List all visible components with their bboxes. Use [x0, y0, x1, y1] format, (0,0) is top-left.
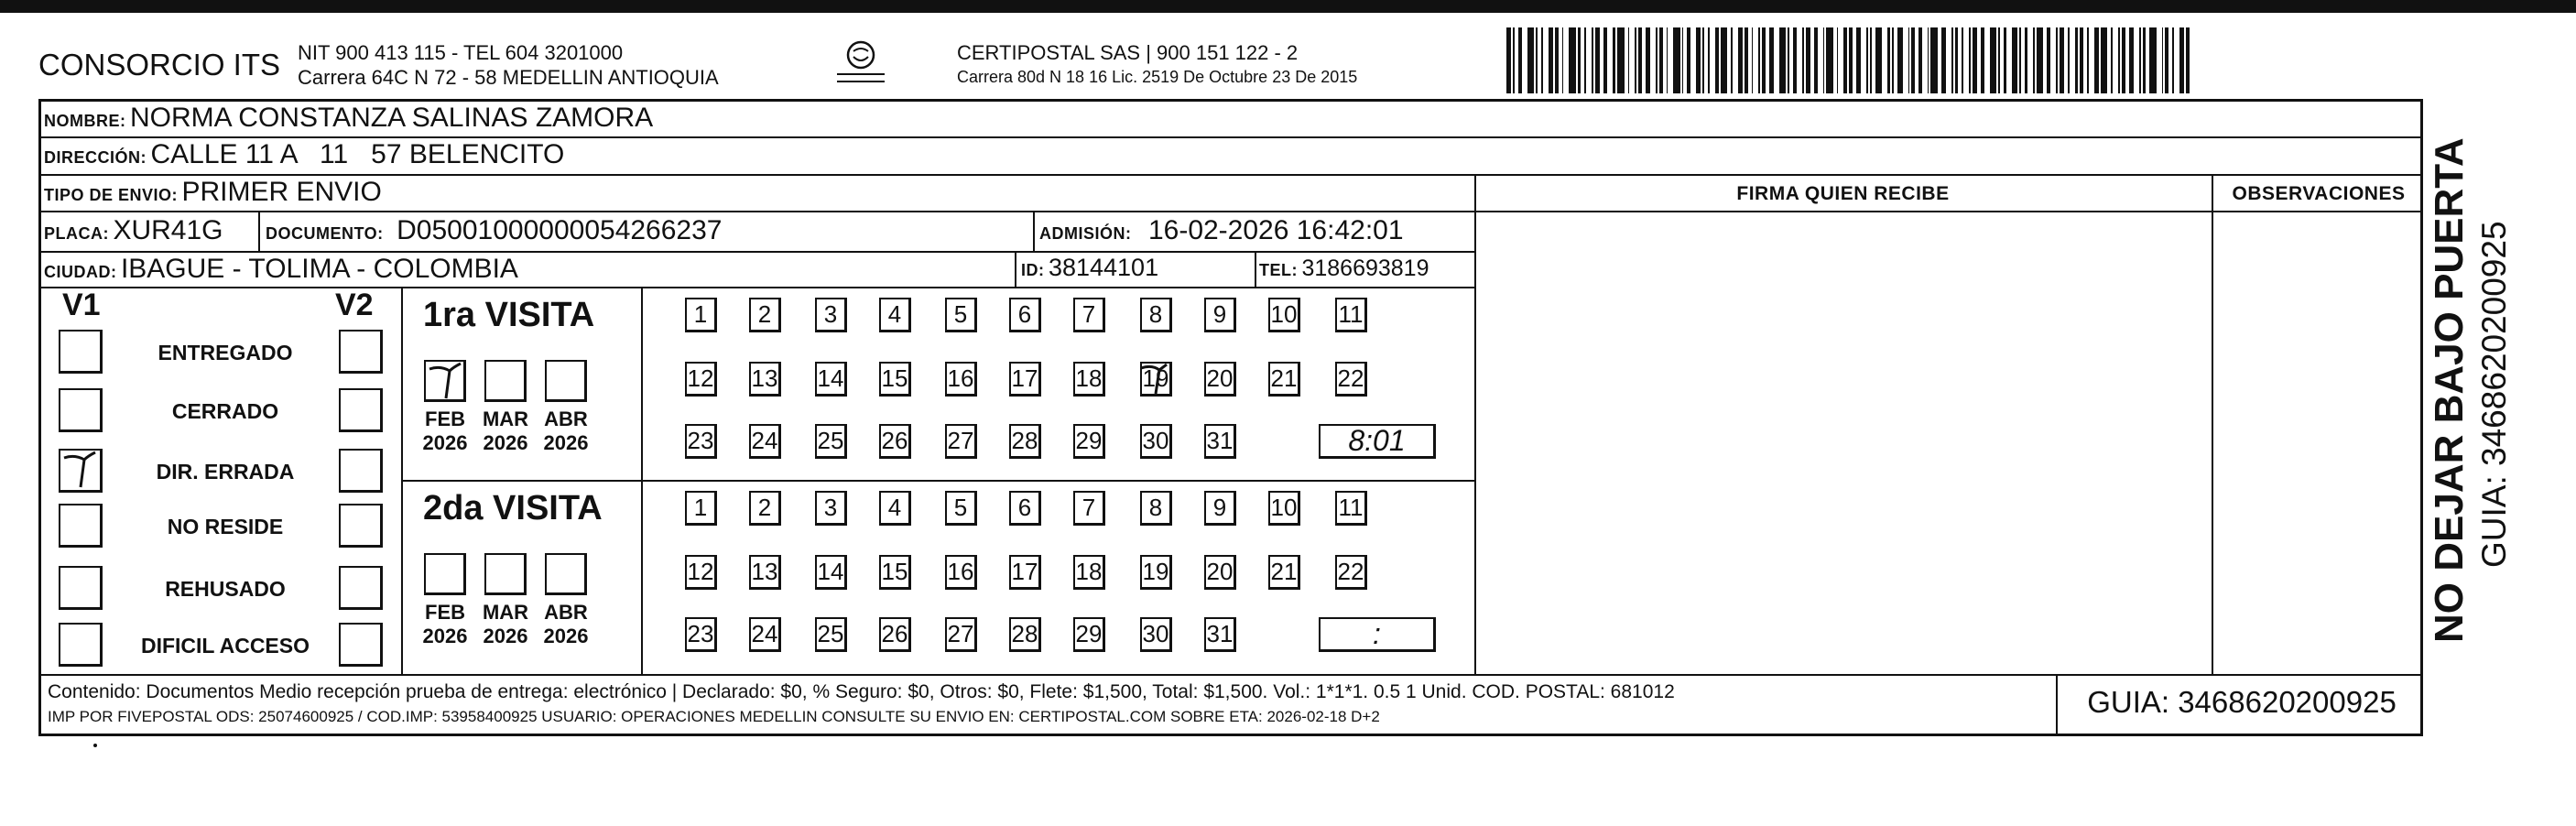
day-box[interactable]: 22: [1335, 362, 1367, 397]
month-name: ABR: [544, 601, 588, 624]
company-name: CONSORCIO ITS: [38, 48, 281, 82]
barcode-bar: [1617, 27, 1624, 93]
city-label: CIUDAD:: [44, 263, 117, 281]
day-box[interactable]: 28: [1009, 617, 1041, 652]
id-field: [1021, 254, 1158, 282]
barcode-bar: [1673, 27, 1679, 93]
city-value: IBAGUE - TOLIMA - COLOMBIA: [120, 254, 518, 284]
barcode-bar: [1981, 27, 1984, 93]
barcode-bar: [1928, 27, 1929, 93]
barcode-bar: [1715, 27, 1719, 93]
time-box[interactable]: :: [1319, 617, 1436, 652]
barcode: [1506, 27, 2193, 93]
barcode-bar: [1849, 27, 1853, 93]
certipostal-logo: [833, 38, 888, 93]
company-address: Carrera 64C N 72 - 58 MEDELLIN ANTIOQUIA: [298, 66, 719, 89]
barcode-bar: [2165, 27, 2168, 93]
barcode-bar: [1682, 27, 1684, 93]
barcode-bar: [2139, 27, 2141, 93]
status-option-label: REHUSADO: [165, 577, 286, 601]
day-box[interactable]: 14: [815, 362, 847, 397]
check-mark-icon: [1139, 361, 1176, 397]
day-box[interactable]: 3: [815, 298, 847, 332]
day-box[interactable]: 14: [815, 555, 847, 590]
barcode-bar: [2004, 27, 2007, 93]
month-label: [421, 408, 469, 455]
barcode-bar: [1875, 27, 1882, 93]
status-option-label: NO RESIDE: [167, 515, 284, 538]
barcode-bar: [1973, 27, 1977, 93]
day-box[interactable]: 25: [815, 617, 847, 652]
top-border: [0, 0, 2576, 13]
day-box[interactable]: 6: [1009, 298, 1041, 332]
admission-value: 16-02-2026 16:42:01: [1147, 215, 1404, 245]
barcode-bar: [1584, 27, 1586, 93]
barcode-bar: [2094, 27, 2099, 93]
barcode-bar: [1762, 27, 1766, 93]
barcode-bar: [2186, 27, 2190, 93]
barcode-bar: [1513, 27, 1515, 93]
day-box[interactable]: 31: [1204, 617, 1236, 652]
barcode-bar: [2172, 27, 2174, 93]
month-label: [421, 601, 469, 648]
plate-field: [44, 215, 223, 246]
day-box[interactable]: 25: [815, 424, 847, 459]
barcode-bar: [2025, 27, 2028, 93]
v2-checkbox[interactable]: [339, 504, 383, 548]
recipient-name: NORMA CONSTANZA SALINAS ZAMORA: [129, 103, 654, 133]
day-box[interactable]: 23: [685, 617, 717, 652]
barcode-bar: [2162, 27, 2164, 93]
barcode-bar: [1518, 27, 1522, 93]
document-label: DOCUMENTO:: [266, 224, 384, 243]
barcode-bar: [1779, 27, 1786, 93]
day-box[interactable]: 4: [879, 491, 911, 526]
barcode-bar: [1731, 27, 1733, 93]
barcode-bar: [1592, 27, 1593, 93]
month-label: [482, 408, 529, 455]
shipping-type: PRIMER ENVIO: [181, 177, 382, 207]
barcode-bar: [1793, 27, 1797, 93]
day-box[interactable]: 17: [1009, 362, 1041, 397]
barcode-bar: [1887, 27, 1891, 93]
barcode-bar: [1745, 27, 1748, 93]
day-box[interactable]: 19: [1140, 555, 1172, 590]
day-box[interactable]: 15: [879, 555, 911, 590]
v1-checkbox[interactable]: [59, 623, 103, 667]
status-option-label: CERRADO: [171, 399, 279, 423]
barcode-bar: [2111, 27, 2113, 93]
month-name: MAR: [482, 408, 529, 430]
barcode-bar: [1806, 27, 1810, 93]
month-label: [542, 408, 590, 455]
barcode-bar: [1595, 27, 1600, 93]
day-box[interactable]: 26: [879, 617, 911, 652]
barcode-bar: [1696, 27, 1701, 93]
day-box[interactable]: 1: [685, 298, 717, 332]
barcode-bar: [1856, 27, 1861, 93]
barcode-bar: [1687, 27, 1690, 93]
month-box[interactable]: [484, 553, 527, 595]
month-year: 2026: [422, 431, 468, 454]
barcode-bar: [1802, 27, 1804, 93]
barcode-bar: [2179, 27, 2184, 93]
day-box[interactable]: 21: [1268, 555, 1300, 590]
day-box[interactable]: 24: [749, 617, 781, 652]
barcode-bar: [2060, 27, 2064, 93]
v1-checkbox[interactable]: [59, 388, 103, 432]
day-box[interactable]: 26: [879, 424, 911, 459]
barcode-bar: [1646, 27, 1650, 93]
month-year: 2026: [422, 625, 468, 647]
barcode-bar: [1549, 27, 1553, 93]
footer-printed: IMP POR FIVEPOSTAL ODS: 25074600925 / COD.IMP: 53958400925 USUARIO: OPERACIONES MEDELLIN CONSULTE SU ENVIO EN: CERTIPOSTAL.COM SOBRE ETA: 2026-02-18 D+2: [48, 708, 1380, 725]
day-box[interactable]: 5: [945, 491, 977, 526]
name-row: [44, 103, 653, 134]
barcode-bar: [2012, 27, 2016, 93]
status-option-label: DIR. ERRADA: [156, 460, 295, 484]
day-box[interactable]: 13: [749, 555, 781, 590]
address-label: DIRECCIÓN:: [44, 148, 147, 167]
barcode-bar: [1638, 27, 1642, 93]
barcode-bar: [1562, 27, 1564, 93]
day-box[interactable]: 3: [815, 491, 847, 526]
id-value: 38144101: [1048, 254, 1159, 281]
barcode-bar: [1866, 27, 1868, 93]
month-label: [482, 601, 529, 648]
barcode-bar: [1911, 27, 1915, 93]
day-box[interactable]: 4: [879, 298, 911, 332]
footer-contents: Contenido: Documentos Medio recepción prueba de entrega: electrónico | Declarado: $0, % Seguro: $0, Otros: $0, Flete: $1,500, Total: $1,500. Vol.: 1*1*1. 0.5 1 Unid. COD. POSTAL: 681012: [48, 681, 1675, 702]
city-field: [44, 254, 518, 285]
barcode-bar: [1721, 27, 1727, 93]
day-box[interactable]: 10: [1268, 298, 1300, 332]
day-box[interactable]: 15: [879, 362, 911, 397]
day-box[interactable]: 29: [1073, 424, 1105, 459]
v1-label: V1: [62, 288, 101, 322]
footer-guide: GUIA: 3468620200925: [2087, 685, 2397, 719]
day-box[interactable]: 17: [1009, 555, 1041, 590]
speck: [93, 744, 97, 747]
day-box[interactable]: 12: [685, 362, 717, 397]
v1-checkbox[interactable]: [59, 330, 103, 374]
shipping-type-label: TIPO DE ENVIO:: [44, 186, 179, 204]
barcode-bar: [1555, 27, 1559, 93]
barcode-bar: [1659, 27, 1663, 93]
admission-label: ADMISIÓN:: [1039, 224, 1132, 243]
barcode-bar: [2068, 27, 2070, 93]
visit-title: 2da VISITA: [423, 489, 603, 527]
time-box[interactable]: 8:01: [1319, 424, 1436, 459]
day-box[interactable]: 2: [749, 491, 781, 526]
day-box[interactable]: 20: [1204, 555, 1236, 590]
day-box[interactable]: 9: [1204, 491, 1236, 526]
day-box[interactable]: 30: [1140, 424, 1172, 459]
day-box[interactable]: 27: [945, 424, 977, 459]
v2-checkbox[interactable]: [339, 566, 383, 610]
day-box[interactable]: 18: [1073, 555, 1105, 590]
barcode-bar: [1628, 27, 1630, 93]
barcode-bar: [1870, 27, 1872, 93]
barcode-bar: [1613, 27, 1616, 93]
document-field: [266, 215, 722, 246]
day-box[interactable]: 21: [1268, 362, 1300, 397]
v1-checkbox[interactable]: [59, 504, 103, 548]
v1-checkbox[interactable]: [59, 449, 103, 493]
barcode-bar: [2075, 27, 2079, 93]
day-box[interactable]: 7: [1073, 298, 1105, 332]
barcode-bar: [2033, 27, 2035, 93]
month-name: MAR: [482, 601, 529, 624]
address-row: [44, 139, 564, 170]
document-value: D05001000000054266237: [397, 215, 723, 245]
barcode-bar: [2143, 27, 2147, 93]
day-box[interactable]: 18: [1073, 362, 1105, 397]
barcode-bar: [1702, 27, 1704, 93]
barcode-bar: [2056, 27, 2058, 93]
barcode-bar: [1918, 27, 1922, 93]
barcode-bar: [1962, 27, 1963, 93]
day-box[interactable]: 20: [1204, 362, 1236, 397]
barcode-bar: [2087, 27, 2089, 93]
month-year: 2026: [483, 431, 528, 454]
side-guide: GUIA: 3468620200925: [2475, 221, 2513, 568]
v2-checkbox[interactable]: [339, 388, 383, 432]
day-box[interactable]: 24: [749, 424, 781, 459]
day-box[interactable]: 5: [945, 298, 977, 332]
barcode-bar: [1569, 27, 1575, 93]
v1-checkbox[interactable]: [59, 566, 103, 610]
day-box[interactable]: 6: [1009, 491, 1041, 526]
day-box[interactable]: 30: [1140, 617, 1172, 652]
barcode-bar: [1578, 27, 1581, 93]
barcode-bar: [1908, 27, 1910, 93]
check-mark-icon: [60, 451, 101, 491]
v2-label: V2: [335, 288, 374, 322]
day-box[interactable]: 12: [685, 555, 717, 590]
plate-label: PLACA:: [44, 224, 109, 243]
day-box[interactable]: 11: [1335, 298, 1367, 332]
month-name: FEB: [425, 408, 465, 430]
day-box[interactable]: 1: [685, 491, 717, 526]
day-box[interactable]: 28: [1009, 424, 1041, 459]
courier-name: CERTIPOSTAL SAS | 900 151 122 - 2: [957, 41, 1299, 64]
barcode-bar: [2019, 27, 2021, 93]
day-box[interactable]: 9: [1204, 298, 1236, 332]
month-year: 2026: [543, 625, 589, 647]
day-box[interactable]: 8: [1140, 298, 1172, 332]
barcode-bar: [1541, 27, 1543, 93]
barcode-bar: [1708, 27, 1710, 93]
barcode-bar: [2101, 27, 2107, 93]
day-box[interactable]: 23: [685, 424, 717, 459]
company-nit: NIT 900 413 115 - TEL 604 3201000: [298, 41, 624, 64]
barcode-bar: [1603, 27, 1607, 93]
day-box[interactable]: 19: [1140, 362, 1172, 397]
month-box[interactable]: [545, 360, 587, 402]
v2-checkbox[interactable]: [339, 330, 383, 374]
month-year: 2026: [543, 431, 589, 454]
barcode-bar: [2149, 27, 2156, 93]
day-box[interactable]: 27: [945, 617, 977, 652]
day-box[interactable]: 10: [1268, 491, 1300, 526]
day-box[interactable]: 13: [749, 362, 781, 397]
barcode-bar: [2118, 27, 2120, 93]
barcode-bar: [2122, 27, 2125, 93]
visit-title: 1ra VISITA: [423, 296, 595, 334]
barcode-bar: [1758, 27, 1760, 93]
month-box[interactable]: [424, 360, 466, 402]
barcode-bar: [1951, 27, 1953, 93]
tel-label: TEL:: [1259, 261, 1298, 279]
check-mark-icon: [426, 362, 466, 402]
day-box[interactable]: 8: [1140, 491, 1172, 526]
day-box[interactable]: 22: [1335, 555, 1367, 590]
barcode-bar: [2037, 27, 2043, 93]
barcode-bar: [1930, 27, 1937, 93]
month-box[interactable]: [484, 360, 527, 402]
tel-value: 3186693819: [1301, 255, 1429, 281]
month-name: ABR: [544, 408, 588, 430]
shipping-type-row: [44, 177, 382, 208]
status-option-label: ENTREGADO: [158, 341, 293, 364]
day-box[interactable]: 29: [1073, 617, 1105, 652]
barcode-bar: [1998, 27, 2000, 93]
barcode-bar: [1892, 27, 1894, 93]
month-box[interactable]: [545, 553, 587, 595]
side-warning: NO DEJAR BAJO PUERTA: [2427, 137, 2472, 643]
month-year: 2026: [483, 625, 528, 647]
month-box[interactable]: [424, 553, 466, 595]
barcode-bar: [1955, 27, 1959, 93]
barcode-bar: [1837, 27, 1839, 93]
recipient-address: CALLE 11 A 11 57 BELENCITO: [150, 139, 565, 169]
day-box[interactable]: 16: [945, 555, 977, 590]
barcode-bar: [2129, 27, 2134, 93]
barcode-bar: [1990, 27, 1996, 93]
day-box[interactable]: 11: [1335, 491, 1367, 526]
day-box[interactable]: 2: [749, 298, 781, 332]
month-label: [542, 601, 590, 648]
tel-field: [1259, 255, 1429, 282]
barcode-bar: [1667, 27, 1668, 93]
courier-license: Carrera 80d N 18 16 Lic. 2519 De Octubre 23 De 2015: [957, 68, 1358, 86]
day-box[interactable]: 16: [945, 362, 977, 397]
plate-value: XUR41G: [113, 215, 223, 245]
barcode-bar: [1656, 27, 1658, 93]
barcode-bar: [2080, 27, 2083, 93]
barcode-bar: [1536, 27, 1538, 93]
barcode-bar: [2047, 27, 2050, 93]
v2-checkbox[interactable]: [339, 623, 383, 667]
barcode-bar: [1752, 27, 1754, 93]
status-option-label: DIFICIL ACCESO: [140, 634, 310, 658]
day-box[interactable]: 7: [1073, 491, 1105, 526]
signature-header: FIRMA QUIEN RECIBE: [1736, 183, 1950, 204]
admission-field: [1039, 215, 1404, 246]
barcode-bar: [1843, 27, 1847, 93]
barcode-bar: [1788, 27, 1789, 93]
barcode-bar: [1897, 27, 1902, 93]
month-name: FEB: [425, 601, 465, 624]
barcode-bar: [1826, 27, 1832, 93]
id-label: ID:: [1021, 261, 1045, 279]
day-box[interactable]: 31: [1204, 424, 1236, 459]
barcode-bar: [1823, 27, 1825, 93]
barcode-bar: [1941, 27, 1946, 93]
barcode-bar: [1527, 27, 1534, 93]
observations-header: OBSERVACIONES: [2232, 183, 2406, 204]
barcode-bar: [1769, 27, 1774, 93]
barcode-bar: [1738, 27, 1743, 93]
barcode-bar: [1969, 27, 1971, 93]
name-label: NOMBRE:: [44, 112, 126, 130]
v2-checkbox[interactable]: [339, 449, 383, 493]
barcode-bar: [1635, 27, 1636, 93]
barcode-bar: [1506, 27, 1511, 93]
barcode-bar: [1814, 27, 1818, 93]
